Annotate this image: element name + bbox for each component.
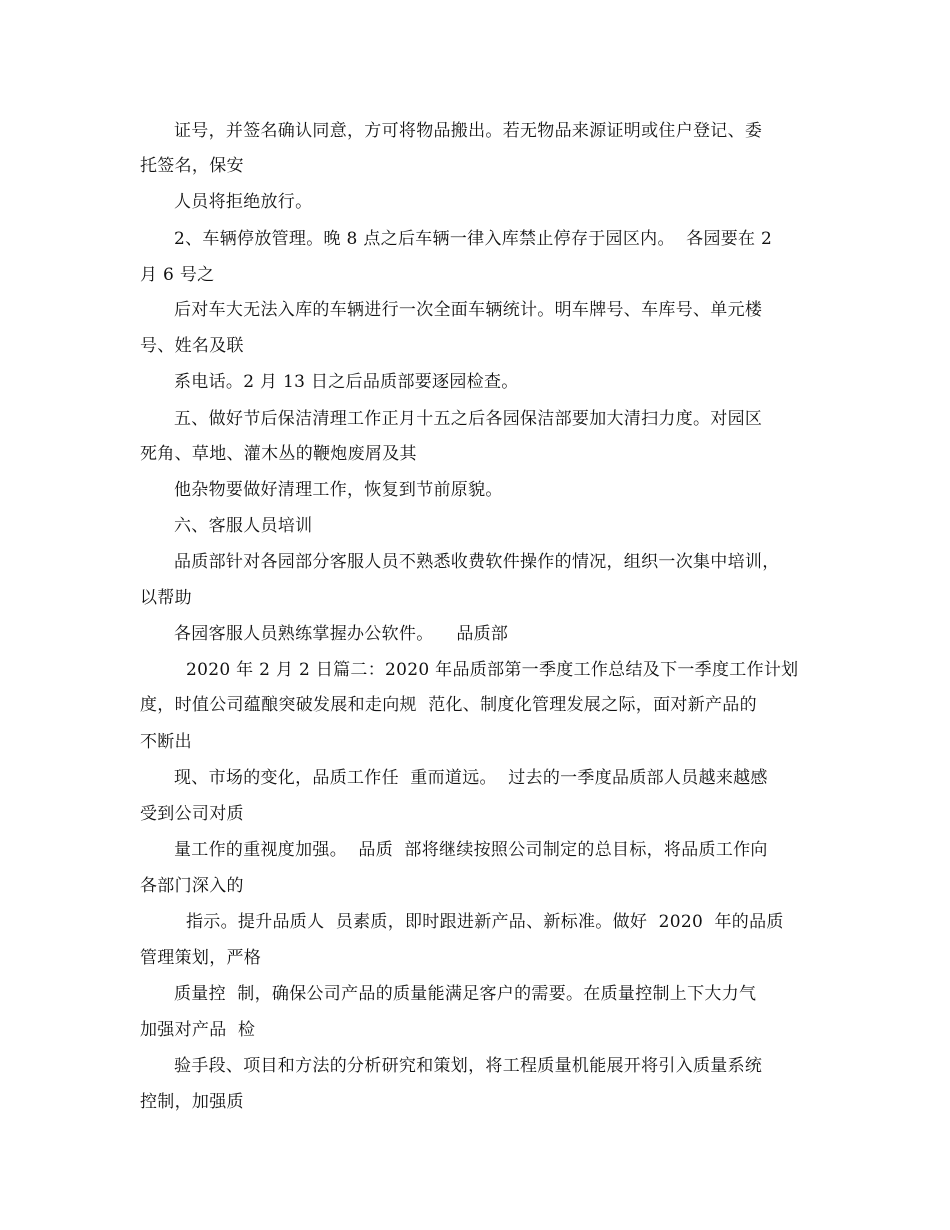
text-line: 各部门深入的 [140, 876, 244, 896]
text-line: 月 6 号之 [140, 265, 215, 285]
text-line: 五、做好节后保洁清理工作正月十五之后各园保洁部要加大清扫力度。对园区 [174, 409, 763, 429]
text-line: 死角、草地、灌木丛的鞭炮废屑及其 [140, 444, 417, 464]
text-line: 后对车大无法入库的车辆进行一次全面车辆统计。明车牌号、车库号、单元楼 [174, 300, 763, 320]
text-line: 质量控 制，确保公司产品的质量能满足客户的需要。在质量控制上下大力气 [174, 984, 757, 1004]
text-line: 受到公司对质 [140, 804, 244, 824]
text-line: 托签名，保安 [140, 156, 244, 176]
text-line: 指示。提升品质人 员素质，即时跟进新产品、新标准。做好 2020 年的品质 [186, 912, 784, 932]
text-line: 2、车辆停放管理。晚 8 点之后车辆一律入库禁止停存于园区内。 各园要在 2 [174, 229, 773, 249]
text-line: 证号，并签名确认同意，方可将物品搬出。若无物品来源证明或住户登记、委 [174, 121, 763, 141]
text-line: 他杂物要做好清理工作，恢复到节前原貌。 [174, 480, 503, 500]
text-line: 不断出 [140, 732, 192, 752]
text-line: 号、姓名及联 [140, 336, 244, 356]
text-line: 六、客服人员培训 [174, 516, 313, 536]
text-line: 量工作的重视度加强。 品质 部将继续按照公司制定的总目标，将品质工作向 [174, 840, 768, 860]
text-line: 品质部针对各园部分客服人员不熟悉收费软件操作的情况，组织一次集中培训， [174, 552, 780, 572]
text-line: 控制，加强质 [140, 1092, 244, 1112]
text-line: 加强对产品 检 [140, 1020, 256, 1040]
text-line: 验手段、项目和方法的分析研究和策划，将工程质量机能展开将引入质量系统 [174, 1056, 763, 1076]
text-line: 人员将拒绝放行。 [174, 192, 313, 212]
text-line: 度，时值公司蕴酿突破发展和走向规 范化、制度化管理发展之际，面对新产品的 [140, 695, 757, 715]
text-line: 各园客服人员熟练掌握办公软件。 品质部 [174, 624, 509, 644]
text-line: 现、市场的变化，品质工作任 重而道远。 过去的一季度品质部人员越来越感 [174, 768, 768, 788]
text-line: 管理策划，严格 [140, 948, 262, 968]
text-line: 系电话。2 月 13 日之后品质部要逐园检查。 [174, 372, 519, 392]
text-line: 2020 年 2 月 2 日篇二：2020 年品质部第一季度工作总结及下一季度工作计划 [186, 660, 799, 680]
text-line: 以帮助 [140, 588, 192, 608]
